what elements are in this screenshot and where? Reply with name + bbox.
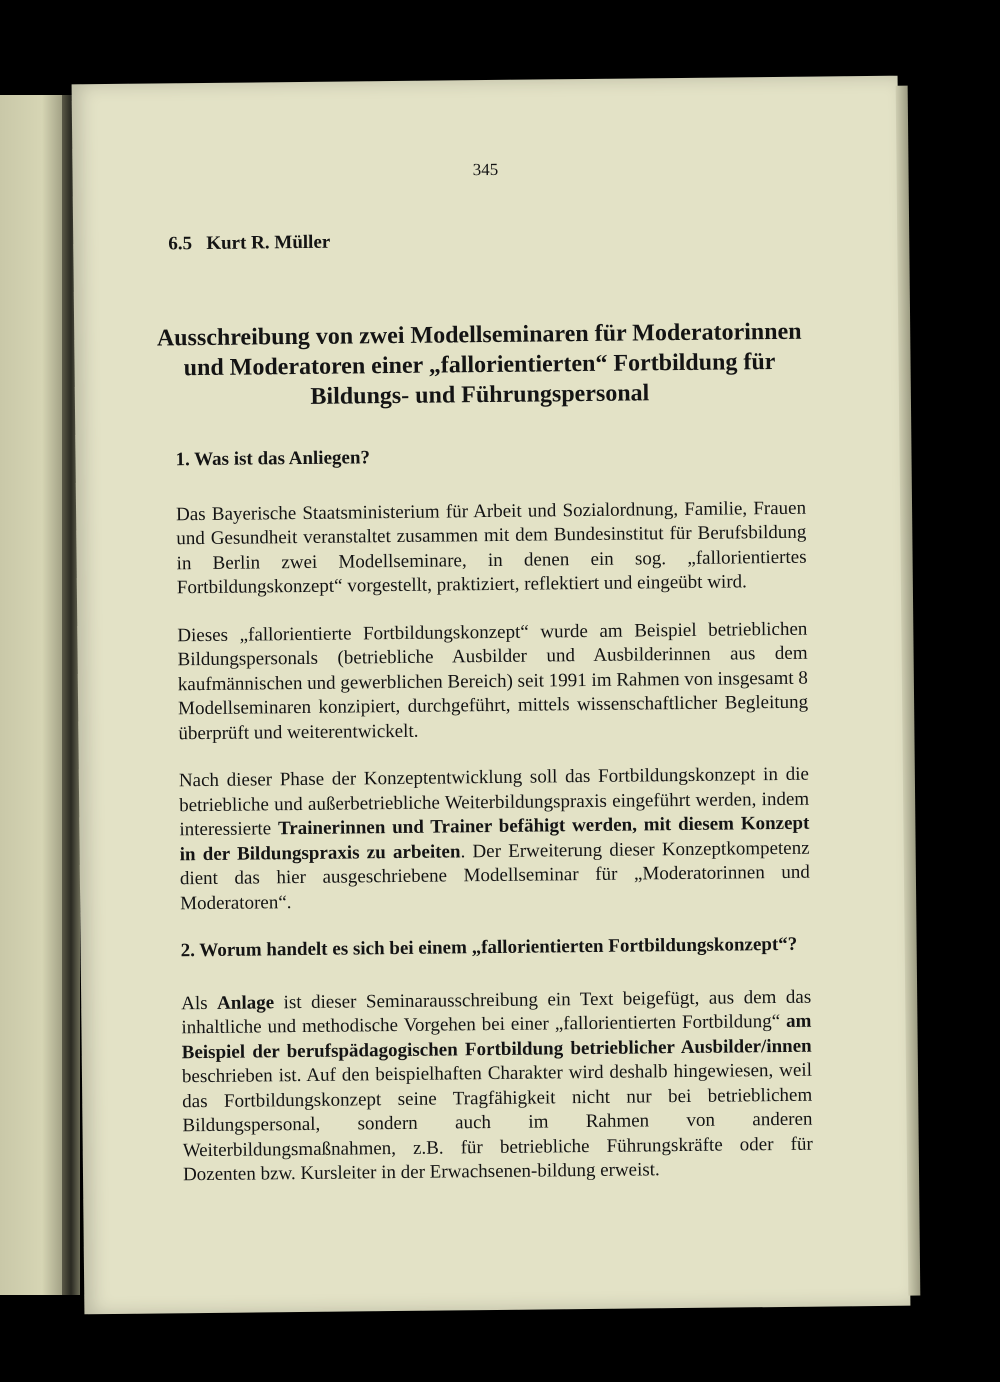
paragraph-4-emphasis-anlage: Anlage: [217, 991, 275, 1014]
paragraph-2: Dieses „fallorientierte Fortbildungskonzept“ wurde am Beispiel betrieblichen Bildungspersonals (betriebliche Ausbilder und Ausbilderinnen aus dem kaufmännischen und gewerblichen Bereich) seit 1991 im Rahmen von insgesamt 8 Modellseminaren konzipiert, durchgeführt, mittels wissenschaftlicher Begleitung überprüft und weiterentwickelt.: [177, 618, 809, 744]
page-stack-edge: [896, 86, 921, 1296]
section-author: Kurt R. Müller: [206, 231, 331, 254]
title-line-3: Bildungs- und Führungspersonal: [310, 380, 650, 410]
book-page: [72, 76, 911, 1315]
heading-anliegen: 1. Was ist das Anliegen?: [175, 447, 371, 471]
document-title: [154, 317, 805, 414]
left-page-edge: [0, 95, 70, 1295]
paragraph-3-text-a: Nach dieser Phase der Konzeptentwicklung soll das Fortbildungskonzept in die betriebliche und außerbetriebliche Weiterbildungspraxis eingeführt werden, indem interessierte: [178, 763, 810, 841]
section-heading: [168, 232, 330, 256]
paragraph-3: [179, 763, 811, 917]
paragraph-4-emphasis-example: am Beispiel der berufspädagogischen Fortbildung betrieblicher Ausbilder/innen: [181, 1010, 812, 1063]
section-number: 6.5: [168, 233, 193, 255]
paragraph-4-text-a: Als: [181, 992, 218, 1014]
paragraph-3-emphasis: Trainerinnen und Trainer befähigt werden, mit diesem Konzept in der Bildungspraxis zu arbeiten: [179, 812, 810, 865]
title-line-2: und Moderatoren einer „fallorientierten“ Fortbildung für: [183, 349, 776, 382]
paragraph-1: Das Bayerische Staatsministerium für Arbeit und Sozialordnung, Familie, Frauen und Gesundheit veranstaltet zusammen mit dem Bundesinstitut für Berufsbildung in Berlin zwei Modellseminare, in denen ein sog. „fallorientiertes Fortbildungskonzept“ vorgestellt, praktiziert, reflektiert und eingeübt wird.: [175, 497, 807, 599]
paragraph-4: [181, 985, 813, 1188]
page-number: 345: [472, 159, 499, 180]
body-text: [175, 442, 813, 1211]
paragraph-4-text-c: beschrieben ist. Auf den beispielhaften Charakter wird deshalb hingewiesen, weil das Fortbildungskonzept seine Tragfähigkeit nicht nur bei betrieblichem Bildungspersonal, sondern auch im Rahmen von anderen Weiterbildungsmaßnahmen, z.B. für betriebliche Führungskräfte oder für Dozenten bzw. Kursleiter in der Erwachsenen-bildung erweist.: [181, 1059, 813, 1186]
paragraph-3-text-b: . Der Erweiterung dieser Konzeptkompetenz dient das hier ausgeschriebene Modellseminar für „Moderatorinnen und Moderatoren“.: [179, 837, 810, 914]
heading-konzept: 2. Worum handelt es sich bei einem „fallorientierten Fortbildungskonzept“?: [180, 933, 798, 962]
paragraph-4-text-b: ist dieser Seminarausschreibung ein Text beigefügt, aus dem das inhaltliche und methodische Vorgehen bei einer „fallorientierten Fortbildung“: [181, 986, 812, 1039]
title-line-1: Ausschreibung von zwei Modellseminaren für Moderatorinnen: [156, 318, 802, 352]
